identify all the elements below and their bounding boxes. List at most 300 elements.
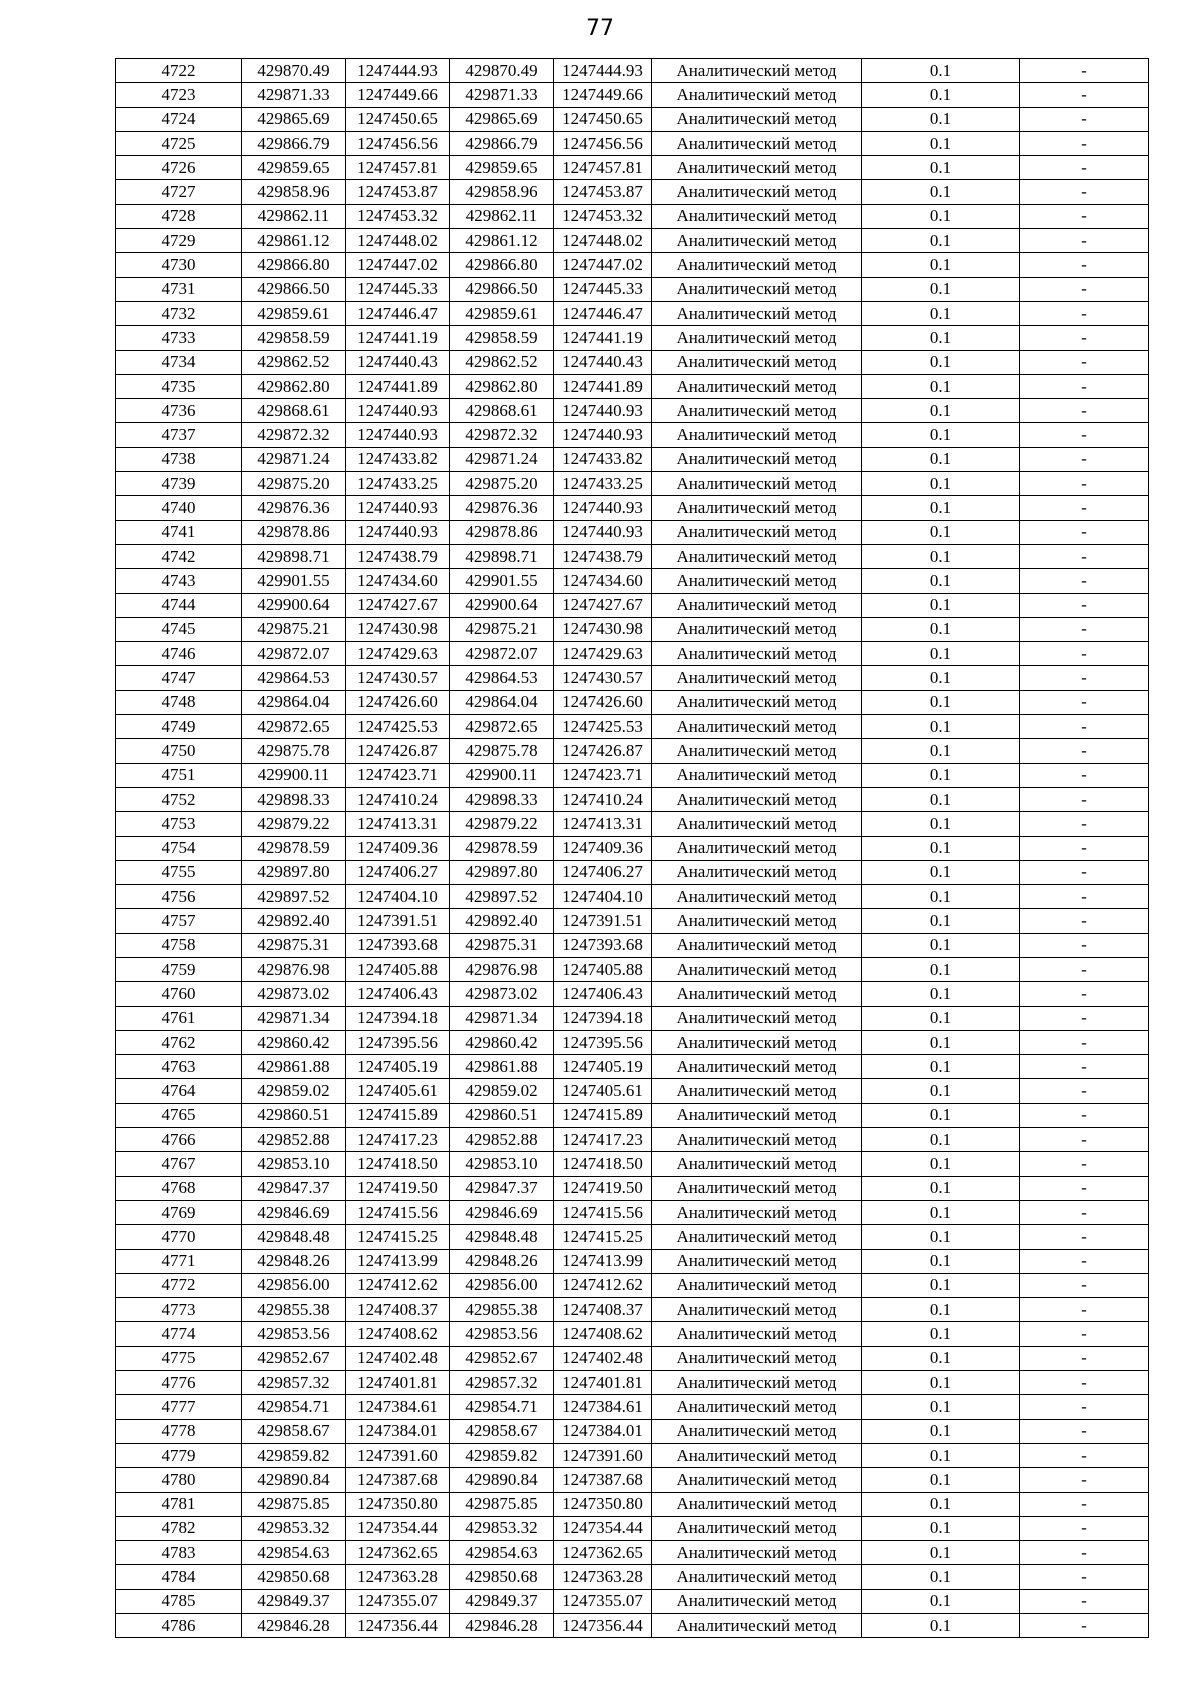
x-old-cell: 429858.59 xyxy=(242,326,346,350)
precision-cell: 0.1 xyxy=(862,423,1020,447)
point-number-cell: 4735 xyxy=(116,374,242,398)
table-row xyxy=(116,642,1149,666)
note-cell: - xyxy=(1020,1589,1149,1613)
x-old-cell: 429853.56 xyxy=(242,1322,346,1346)
x-old-cell: 429859.65 xyxy=(242,156,346,180)
y-new-cell: 1247413.99 xyxy=(554,1249,652,1273)
precision-cell: 0.1 xyxy=(862,1371,1020,1395)
point-number-cell: 4781 xyxy=(116,1492,242,1516)
x-old-cell: 429847.37 xyxy=(242,1176,346,1200)
x-old-cell: 429850.68 xyxy=(242,1565,346,1589)
precision-cell: 0.1 xyxy=(862,1152,1020,1176)
x-new-cell: 429860.51 xyxy=(450,1103,554,1127)
precision-cell: 0.1 xyxy=(862,59,1020,83)
y-new-cell: 1247447.02 xyxy=(554,253,652,277)
x-old-cell: 429890.84 xyxy=(242,1468,346,1492)
point-number-cell: 4779 xyxy=(116,1443,242,1467)
precision-cell: 0.1 xyxy=(862,472,1020,496)
precision-cell: 0.1 xyxy=(862,374,1020,398)
note-cell: - xyxy=(1020,83,1149,107)
y-new-cell: 1247363.28 xyxy=(554,1565,652,1589)
table-row xyxy=(116,1371,1149,1395)
table-row xyxy=(116,812,1149,836)
y-new-cell: 1247427.67 xyxy=(554,593,652,617)
y-new-cell: 1247384.61 xyxy=(554,1395,652,1419)
point-number-cell: 4743 xyxy=(116,569,242,593)
y-old-cell: 1247406.43 xyxy=(346,982,450,1006)
point-number-cell: 4723 xyxy=(116,83,242,107)
note-cell: - xyxy=(1020,423,1149,447)
table-row xyxy=(116,1395,1149,1419)
x-old-cell: 429901.55 xyxy=(242,569,346,593)
precision-cell: 0.1 xyxy=(862,1079,1020,1103)
table-row xyxy=(116,715,1149,739)
y-new-cell: 1247440.93 xyxy=(554,496,652,520)
table-row xyxy=(116,1103,1149,1127)
method-cell: Аналитический метод xyxy=(652,107,862,131)
table-row xyxy=(116,1468,1149,1492)
y-new-cell: 1247445.33 xyxy=(554,277,652,301)
y-new-cell: 1247401.81 xyxy=(554,1371,652,1395)
method-cell: Аналитический метод xyxy=(652,715,862,739)
point-number-cell: 4778 xyxy=(116,1419,242,1443)
y-new-cell: 1247440.93 xyxy=(554,399,652,423)
table-row xyxy=(116,1006,1149,1030)
point-number-cell: 4741 xyxy=(116,520,242,544)
table-row xyxy=(116,666,1149,690)
method-cell: Аналитический метод xyxy=(652,399,862,423)
precision-cell: 0.1 xyxy=(862,982,1020,1006)
note-cell: - xyxy=(1020,1055,1149,1079)
method-cell: Аналитический метод xyxy=(652,1225,862,1249)
note-cell: - xyxy=(1020,1443,1149,1467)
x-old-cell: 429862.52 xyxy=(242,350,346,374)
table-row xyxy=(116,1346,1149,1370)
y-old-cell: 1247417.23 xyxy=(346,1128,450,1152)
table-row xyxy=(116,496,1149,520)
page-number: 77 xyxy=(586,16,614,41)
method-cell: Аналитический метод xyxy=(652,1492,862,1516)
x-old-cell: 429878.59 xyxy=(242,836,346,860)
note-cell: - xyxy=(1020,350,1149,374)
point-number-cell: 4768 xyxy=(116,1176,242,1200)
x-new-cell: 429853.32 xyxy=(450,1516,554,1540)
x-new-cell: 429864.04 xyxy=(450,690,554,714)
point-number-cell: 4726 xyxy=(116,156,242,180)
x-new-cell: 429862.80 xyxy=(450,374,554,398)
method-cell: Аналитический метод xyxy=(652,520,862,544)
y-old-cell: 1247438.79 xyxy=(346,544,450,568)
x-old-cell: 429871.24 xyxy=(242,447,346,471)
note-cell: - xyxy=(1020,1176,1149,1200)
x-old-cell: 429900.11 xyxy=(242,763,346,787)
precision-cell: 0.1 xyxy=(862,1516,1020,1540)
x-new-cell: 429857.32 xyxy=(450,1371,554,1395)
point-number-cell: 4750 xyxy=(116,739,242,763)
point-number-cell: 4730 xyxy=(116,253,242,277)
x-new-cell: 429900.11 xyxy=(450,763,554,787)
table-row xyxy=(116,180,1149,204)
method-cell: Аналитический метод xyxy=(652,1200,862,1224)
y-old-cell: 1247415.25 xyxy=(346,1225,450,1249)
x-new-cell: 429859.02 xyxy=(450,1079,554,1103)
note-cell: - xyxy=(1020,666,1149,690)
precision-cell: 0.1 xyxy=(862,156,1020,180)
x-old-cell: 429852.67 xyxy=(242,1346,346,1370)
y-old-cell: 1247440.93 xyxy=(346,496,450,520)
precision-cell: 0.1 xyxy=(862,617,1020,641)
point-number-cell: 4771 xyxy=(116,1249,242,1273)
y-new-cell: 1247393.68 xyxy=(554,933,652,957)
method-cell: Аналитический метод xyxy=(652,763,862,787)
note-cell: - xyxy=(1020,1565,1149,1589)
x-new-cell: 429846.28 xyxy=(450,1614,554,1638)
point-number-cell: 4774 xyxy=(116,1322,242,1346)
y-old-cell: 1247457.81 xyxy=(346,156,450,180)
table-row xyxy=(116,1541,1149,1565)
point-number-cell: 4732 xyxy=(116,301,242,325)
precision-cell: 0.1 xyxy=(862,715,1020,739)
y-new-cell: 1247426.87 xyxy=(554,739,652,763)
table-row xyxy=(116,156,1149,180)
y-new-cell: 1247350.80 xyxy=(554,1492,652,1516)
y-old-cell: 1247384.61 xyxy=(346,1395,450,1419)
precision-cell: 0.1 xyxy=(862,1419,1020,1443)
y-new-cell: 1247440.93 xyxy=(554,520,652,544)
y-new-cell: 1247410.24 xyxy=(554,787,652,811)
y-old-cell: 1247440.93 xyxy=(346,399,450,423)
x-old-cell: 429879.22 xyxy=(242,812,346,836)
x-new-cell: 429878.86 xyxy=(450,520,554,544)
y-new-cell: 1247402.48 xyxy=(554,1346,652,1370)
precision-cell: 0.1 xyxy=(862,1006,1020,1030)
precision-cell: 0.1 xyxy=(862,1614,1020,1638)
x-old-cell: 429898.71 xyxy=(242,544,346,568)
note-cell: - xyxy=(1020,447,1149,471)
note-cell: - xyxy=(1020,1419,1149,1443)
method-cell: Аналитический метод xyxy=(652,642,862,666)
y-old-cell: 1247453.87 xyxy=(346,180,450,204)
table-row xyxy=(116,1298,1149,1322)
y-old-cell: 1247423.71 xyxy=(346,763,450,787)
y-new-cell: 1247438.79 xyxy=(554,544,652,568)
point-number-cell: 4766 xyxy=(116,1128,242,1152)
method-cell: Аналитический метод xyxy=(652,1249,862,1273)
table-row xyxy=(116,1565,1149,1589)
y-new-cell: 1247448.02 xyxy=(554,229,652,253)
y-new-cell: 1247444.93 xyxy=(554,59,652,83)
table-row xyxy=(116,787,1149,811)
y-old-cell: 1247419.50 xyxy=(346,1176,450,1200)
y-old-cell: 1247456.56 xyxy=(346,131,450,155)
method-cell: Аналитический метод xyxy=(652,666,862,690)
x-new-cell: 429853.10 xyxy=(450,1152,554,1176)
note-cell: - xyxy=(1020,107,1149,131)
point-number-cell: 4772 xyxy=(116,1273,242,1297)
table-row xyxy=(116,301,1149,325)
method-cell: Аналитический метод xyxy=(652,690,862,714)
precision-cell: 0.1 xyxy=(862,763,1020,787)
x-old-cell: 429875.20 xyxy=(242,472,346,496)
y-new-cell: 1247405.61 xyxy=(554,1079,652,1103)
table-row xyxy=(116,860,1149,884)
point-number-cell: 4749 xyxy=(116,715,242,739)
table-row xyxy=(116,350,1149,374)
x-old-cell: 429873.02 xyxy=(242,982,346,1006)
note-cell: - xyxy=(1020,496,1149,520)
table-row xyxy=(116,1128,1149,1152)
y-new-cell: 1247430.98 xyxy=(554,617,652,641)
x-new-cell: 429858.67 xyxy=(450,1419,554,1443)
method-cell: Аналитический метод xyxy=(652,1055,862,1079)
note-cell: - xyxy=(1020,933,1149,957)
y-old-cell: 1247412.62 xyxy=(346,1273,450,1297)
x-new-cell: 429872.32 xyxy=(450,423,554,447)
x-old-cell: 429878.86 xyxy=(242,520,346,544)
x-new-cell: 429855.38 xyxy=(450,1298,554,1322)
table-row xyxy=(116,617,1149,641)
table-row xyxy=(116,1055,1149,1079)
method-cell: Аналитический метод xyxy=(652,131,862,155)
method-cell: Аналитический метод xyxy=(652,326,862,350)
y-new-cell: 1247418.50 xyxy=(554,1152,652,1176)
x-new-cell: 429872.07 xyxy=(450,642,554,666)
note-cell: - xyxy=(1020,1225,1149,1249)
point-number-cell: 4754 xyxy=(116,836,242,860)
table-row xyxy=(116,1249,1149,1273)
method-cell: Аналитический метод xyxy=(652,350,862,374)
y-new-cell: 1247415.25 xyxy=(554,1225,652,1249)
y-new-cell: 1247395.56 xyxy=(554,1030,652,1054)
x-new-cell: 429859.82 xyxy=(450,1443,554,1467)
precision-cell: 0.1 xyxy=(862,1322,1020,1346)
x-old-cell: 429875.31 xyxy=(242,933,346,957)
x-new-cell: 429859.61 xyxy=(450,301,554,325)
x-old-cell: 429875.85 xyxy=(242,1492,346,1516)
y-new-cell: 1247408.62 xyxy=(554,1322,652,1346)
x-new-cell: 429901.55 xyxy=(450,569,554,593)
y-old-cell: 1247395.56 xyxy=(346,1030,450,1054)
method-cell: Аналитический метод xyxy=(652,957,862,981)
x-new-cell: 429878.59 xyxy=(450,836,554,860)
note-cell: - xyxy=(1020,544,1149,568)
y-old-cell: 1247434.60 xyxy=(346,569,450,593)
y-old-cell: 1247413.31 xyxy=(346,812,450,836)
x-old-cell: 429849.37 xyxy=(242,1589,346,1613)
method-cell: Аналитический метод xyxy=(652,1565,862,1589)
precision-cell: 0.1 xyxy=(862,1225,1020,1249)
y-new-cell: 1247417.23 xyxy=(554,1128,652,1152)
y-new-cell: 1247356.44 xyxy=(554,1614,652,1638)
x-new-cell: 429868.61 xyxy=(450,399,554,423)
note-cell: - xyxy=(1020,156,1149,180)
precision-cell: 0.1 xyxy=(862,277,1020,301)
point-number-cell: 4775 xyxy=(116,1346,242,1370)
table-row xyxy=(116,690,1149,714)
note-cell: - xyxy=(1020,909,1149,933)
x-old-cell: 429864.53 xyxy=(242,666,346,690)
x-old-cell: 429866.80 xyxy=(242,253,346,277)
note-cell: - xyxy=(1020,1128,1149,1152)
precision-cell: 0.1 xyxy=(862,1176,1020,1200)
x-new-cell: 429858.96 xyxy=(450,180,554,204)
note-cell: - xyxy=(1020,715,1149,739)
table-row xyxy=(116,1589,1149,1613)
note-cell: - xyxy=(1020,593,1149,617)
table-row xyxy=(116,1030,1149,1054)
precision-cell: 0.1 xyxy=(862,520,1020,544)
coordinates-table-body xyxy=(116,59,1149,1638)
precision-cell: 0.1 xyxy=(862,496,1020,520)
y-old-cell: 1247405.88 xyxy=(346,957,450,981)
x-new-cell: 429871.34 xyxy=(450,1006,554,1030)
y-new-cell: 1247362.65 xyxy=(554,1541,652,1565)
table-row xyxy=(116,1176,1149,1200)
x-new-cell: 429858.59 xyxy=(450,326,554,350)
x-new-cell: 429897.80 xyxy=(450,860,554,884)
point-number-cell: 4759 xyxy=(116,957,242,981)
point-number-cell: 4762 xyxy=(116,1030,242,1054)
precision-cell: 0.1 xyxy=(862,1395,1020,1419)
method-cell: Аналитический метод xyxy=(652,1030,862,1054)
x-old-cell: 429860.51 xyxy=(242,1103,346,1127)
x-new-cell: 429865.69 xyxy=(450,107,554,131)
x-new-cell: 429862.52 xyxy=(450,350,554,374)
point-number-cell: 4728 xyxy=(116,204,242,228)
note-cell: - xyxy=(1020,204,1149,228)
y-old-cell: 1247413.99 xyxy=(346,1249,450,1273)
precision-cell: 0.1 xyxy=(862,350,1020,374)
x-new-cell: 429861.88 xyxy=(450,1055,554,1079)
note-cell: - xyxy=(1020,982,1149,1006)
x-old-cell: 429876.98 xyxy=(242,957,346,981)
x-new-cell: 429892.40 xyxy=(450,909,554,933)
note-cell: - xyxy=(1020,374,1149,398)
y-new-cell: 1247412.62 xyxy=(554,1273,652,1297)
y-old-cell: 1247363.28 xyxy=(346,1565,450,1589)
x-new-cell: 429870.49 xyxy=(450,59,554,83)
precision-cell: 0.1 xyxy=(862,107,1020,131)
method-cell: Аналитический метод xyxy=(652,83,862,107)
x-old-cell: 429892.40 xyxy=(242,909,346,933)
x-old-cell: 429855.38 xyxy=(242,1298,346,1322)
method-cell: Аналитический метод xyxy=(652,472,862,496)
method-cell: Аналитический метод xyxy=(652,1346,862,1370)
table-row xyxy=(116,1322,1149,1346)
y-old-cell: 1247440.93 xyxy=(346,423,450,447)
y-new-cell: 1247413.31 xyxy=(554,812,652,836)
y-new-cell: 1247408.37 xyxy=(554,1298,652,1322)
y-old-cell: 1247356.44 xyxy=(346,1614,450,1638)
note-cell: - xyxy=(1020,763,1149,787)
precision-cell: 0.1 xyxy=(862,326,1020,350)
y-old-cell: 1247401.81 xyxy=(346,1371,450,1395)
y-old-cell: 1247418.50 xyxy=(346,1152,450,1176)
precision-cell: 0.1 xyxy=(862,593,1020,617)
method-cell: Аналитический метод xyxy=(652,1152,862,1176)
precision-cell: 0.1 xyxy=(862,933,1020,957)
method-cell: Аналитический метод xyxy=(652,447,862,471)
precision-cell: 0.1 xyxy=(862,229,1020,253)
y-new-cell: 1247387.68 xyxy=(554,1468,652,1492)
y-new-cell: 1247406.43 xyxy=(554,982,652,1006)
table-row xyxy=(116,204,1149,228)
table-row xyxy=(116,1225,1149,1249)
x-new-cell: 429866.79 xyxy=(450,131,554,155)
method-cell: Аналитический метод xyxy=(652,496,862,520)
x-old-cell: 429853.32 xyxy=(242,1516,346,1540)
precision-cell: 0.1 xyxy=(862,1200,1020,1224)
point-number-cell: 4742 xyxy=(116,544,242,568)
table-row xyxy=(116,423,1149,447)
precision-cell: 0.1 xyxy=(862,544,1020,568)
method-cell: Аналитический метод xyxy=(652,253,862,277)
x-new-cell: 429852.67 xyxy=(450,1346,554,1370)
x-old-cell: 429853.10 xyxy=(242,1152,346,1176)
x-old-cell: 429898.33 xyxy=(242,787,346,811)
note-cell: - xyxy=(1020,812,1149,836)
x-new-cell: 429876.98 xyxy=(450,957,554,981)
precision-cell: 0.1 xyxy=(862,1468,1020,1492)
precision-cell: 0.1 xyxy=(862,739,1020,763)
x-old-cell: 429854.63 xyxy=(242,1541,346,1565)
point-number-cell: 4729 xyxy=(116,229,242,253)
point-number-cell: 4748 xyxy=(116,690,242,714)
point-number-cell: 4764 xyxy=(116,1079,242,1103)
note-cell: - xyxy=(1020,1346,1149,1370)
y-old-cell: 1247402.48 xyxy=(346,1346,450,1370)
y-old-cell: 1247384.01 xyxy=(346,1419,450,1443)
y-old-cell: 1247405.19 xyxy=(346,1055,450,1079)
table-row xyxy=(116,1152,1149,1176)
x-old-cell: 429864.04 xyxy=(242,690,346,714)
precision-cell: 0.1 xyxy=(862,909,1020,933)
precision-cell: 0.1 xyxy=(862,1346,1020,1370)
point-number-cell: 4757 xyxy=(116,909,242,933)
method-cell: Аналитический метод xyxy=(652,617,862,641)
note-cell: - xyxy=(1020,1322,1149,1346)
point-number-cell: 4780 xyxy=(116,1468,242,1492)
method-cell: Аналитический метод xyxy=(652,1128,862,1152)
point-number-cell: 4785 xyxy=(116,1589,242,1613)
method-cell: Аналитический метод xyxy=(652,156,862,180)
x-old-cell: 429858.67 xyxy=(242,1419,346,1443)
table-row xyxy=(116,1614,1149,1638)
precision-cell: 0.1 xyxy=(862,642,1020,666)
precision-cell: 0.1 xyxy=(862,131,1020,155)
y-new-cell: 1247423.71 xyxy=(554,763,652,787)
x-new-cell: 429876.36 xyxy=(450,496,554,520)
precision-cell: 0.1 xyxy=(862,1128,1020,1152)
method-cell: Аналитический метод xyxy=(652,1079,862,1103)
precision-cell: 0.1 xyxy=(862,1565,1020,1589)
note-cell: - xyxy=(1020,131,1149,155)
x-new-cell: 429860.42 xyxy=(450,1030,554,1054)
x-new-cell: 429854.63 xyxy=(450,1541,554,1565)
x-old-cell: 429859.82 xyxy=(242,1443,346,1467)
y-old-cell: 1247427.67 xyxy=(346,593,450,617)
y-new-cell: 1247419.50 xyxy=(554,1176,652,1200)
table-row xyxy=(116,593,1149,617)
y-old-cell: 1247440.43 xyxy=(346,350,450,374)
y-old-cell: 1247449.66 xyxy=(346,83,450,107)
y-old-cell: 1247405.61 xyxy=(346,1079,450,1103)
table-row xyxy=(116,885,1149,909)
method-cell: Аналитический метод xyxy=(652,1273,862,1297)
table-row xyxy=(116,569,1149,593)
x-new-cell: 429847.37 xyxy=(450,1176,554,1200)
note-cell: - xyxy=(1020,690,1149,714)
